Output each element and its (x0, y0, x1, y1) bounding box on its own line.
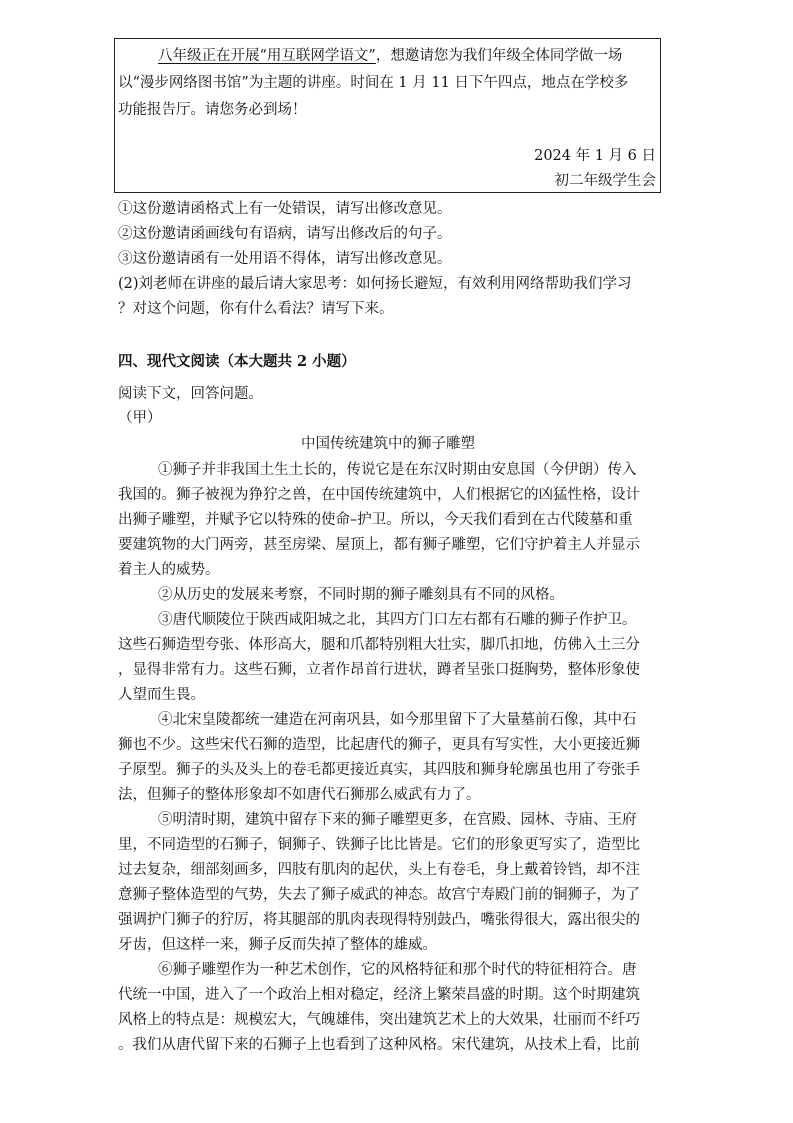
article-line: 牙齿，但这样一来，狮子反而失掉了整体的雄威。 (118, 937, 437, 953)
invitation-line-1 (158, 46, 622, 66)
section-heading: 四、现代文阅读（本大题共 2 小题） (118, 353, 356, 370)
article-line: 要建筑物的大门两旁，甚至房梁、屋顶上，都有狮子雕塑，它们守护着主人并显示 (118, 537, 640, 553)
article-line: 风格上的特点是：规模宏大，气魄雄伟，突出建筑艺术上的大效果，壮丽而不纤巧 (118, 1012, 640, 1028)
question-4-line-2: ？对这个问题，你有什么看法？请写下来。 (118, 301, 394, 317)
reading-instruction: 阅读下文，回答问题。 (118, 386, 263, 402)
article-line: ①狮子并非我国土生土长的，传说它是在东汉时期由安息国（今伊朗）传入 (158, 462, 637, 478)
invitation-line-1-rest: ，想邀请您为我们年级全体同学做一场 (375, 48, 623, 64)
article-line: ⑥狮子雕塑作为一种艺术创作，它的风格特征和那个时代的特征相符合。唐 (158, 962, 637, 978)
article-line: 法，但狮子的整体形象却不如唐代石狮那么威武有力了。 (118, 787, 481, 803)
question-3: ③这份邀请函有一处用语不得体，请写出修改意见。 (118, 251, 452, 267)
invitation-line-3: 功能报告厅。请您务必到场！ (118, 102, 307, 118)
article-line: ③唐代顺陵位于陕西咸阳城之北，其四方门口左右都有石雕的狮子作护卫。 (158, 612, 637, 628)
article-line: 我国的。狮子被视为狰狞之兽，在中国传统建筑中，人们根据它的凶猛性格，设计 (118, 487, 640, 503)
article-line: 子原型。狮子的头及头上的卷毛都更接近真实，其四肢和狮身轮廓虽也用了夸张手 (118, 762, 640, 778)
invitation-line-2: 以“漫步网络图书馆”为主题的讲座。时间在 1 月 11 日下午四点，地点在学校多 (118, 75, 629, 91)
article-line: 里，不同造型的石狮子，铜狮子、铁狮子比比皆是。它们的形象更写实了，造型比 (118, 837, 640, 853)
article-line: 着主人的威势。 (118, 562, 220, 578)
invitation-date: 2024 年 1 月 6 日 (534, 148, 656, 164)
article-title: 中国传统建筑中的狮子雕塑 (301, 436, 475, 452)
article-line: 狮也不少。这些宋代石狮的造型，比起唐代的狮子，更具有写实性，大小更接近狮 (118, 737, 640, 753)
article-line: 代统一中国，进入了一个政治上相对稳定，经济上繁荣昌盛的时期。这个时期建筑 (118, 987, 640, 1003)
question-4-line-1: (2)刘老师在讲座的最后请大家思考：如何扬长避短，有效利用网络帮助我们学习 (118, 276, 632, 292)
article-line: 意狮子整体造型的气势，失去了狮子威武的神态。故宫宁寿殿门前的铜狮子，为了 (118, 887, 640, 903)
part-label: （甲） (118, 410, 162, 426)
question-1: ①这份邀请函格式上有一处错误，请写出修改意见。 (118, 201, 452, 217)
article-line: ④北宋皇陵都统一建造在河南巩县，如今那里留下了大量墓前石像，其中石 (158, 712, 637, 728)
article-line: ②从历史的发展来考察，不同时期的狮子雕刻具有不同的风格。 (158, 587, 564, 603)
article-line: 这些石狮造型夸张、体形高大，腿和爪都特别粗大壮实，脚爪扣地，仿佛入土三分 (118, 637, 640, 653)
article-line: 。我们从唐代留下来的石狮子上也看到了这种风格。宋代建筑，从技术上看，比前 (118, 1037, 640, 1053)
article-line: 强调护门狮子的狞厉，将其腿部的肌肉表现得特别鼓凸，嘴张得很大，露出很尖的 (118, 912, 640, 928)
question-2: ②这份邀请函画线句有语病，请写出修改后的句子。 (118, 226, 452, 242)
article-line: 出狮子雕塑，并赋予它以特殊的使命–护卫。所以，今天我们看到在古代陵墓和重 (118, 512, 633, 528)
underlined-sentence: 八年级正在开展“用互联网学语文” (158, 48, 376, 64)
article-line: 过去复杂，细部刻画多，四肢有肌肉的起伏，头上有卷毛，身上戴着铃铛，却不注 (118, 862, 640, 878)
article-line: ，显得非常有力。这些石狮，立者作昂首行进状，蹲者呈张口挺胸势，整体形象使 (118, 662, 640, 678)
invitation-signature: 初二年级学生会 (554, 173, 656, 189)
article-line: ⑤明清时期，建筑中留存下来的狮子雕塑更多，在宫殿、园林、寺庙、王府 (158, 812, 637, 828)
article-line: 人望而生畏。 (118, 687, 205, 703)
